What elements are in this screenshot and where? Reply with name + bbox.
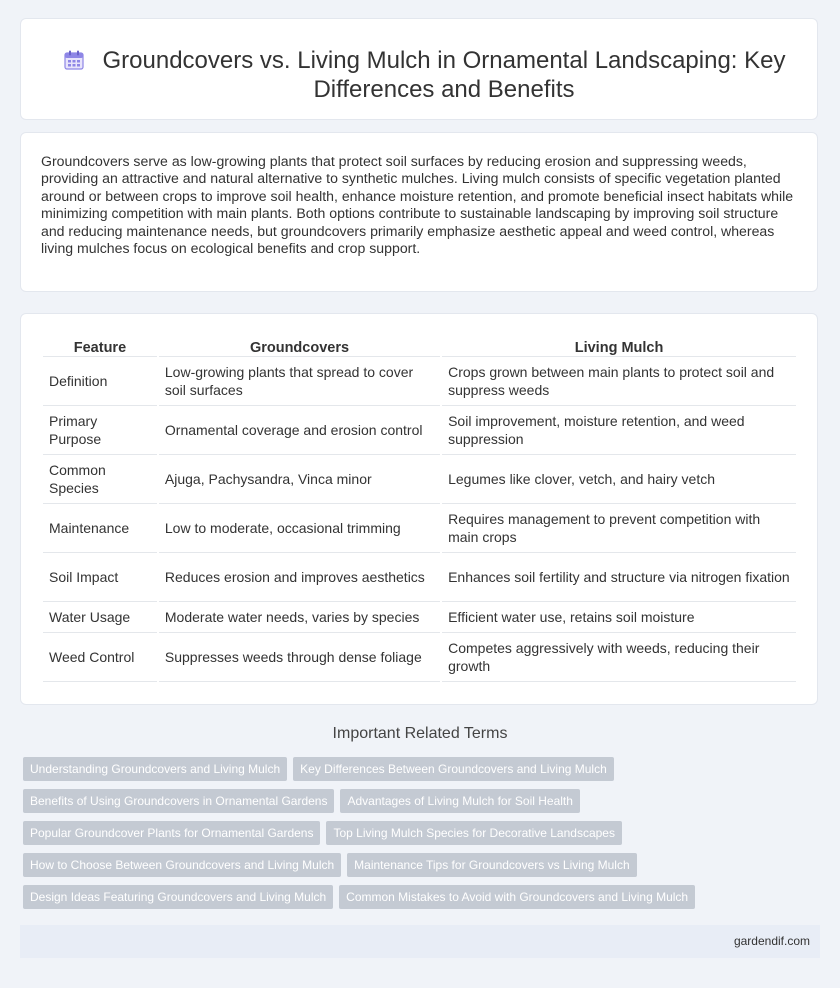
title-card	[20, 18, 818, 120]
groundcovers-cell: Ornamental coverage and erosion control	[159, 406, 440, 455]
table-row	[43, 357, 796, 406]
feature-cell: Maintenance	[43, 504, 157, 553]
feature-cell: Weed Control	[43, 633, 157, 682]
related-term-link[interactable]: Design Ideas Featuring Groundcovers and Living Mulch	[23, 885, 333, 909]
calendar-icon	[63, 49, 85, 71]
table-row	[43, 553, 796, 602]
header-living-mulch: Living Mulch	[442, 334, 796, 357]
table-row	[43, 406, 796, 455]
intro-card	[20, 132, 818, 292]
related-term-link[interactable]: Top Living Mulch Species for Decorative Landscapes	[326, 821, 621, 845]
living-mulch-cell: Requires management to prevent competition with main crops	[442, 504, 796, 553]
footer	[20, 925, 820, 958]
groundcovers-cell: Moderate water needs, varies by species	[159, 602, 440, 633]
related-term-link[interactable]: Advantages of Living Mulch for Soil Health	[340, 789, 579, 813]
header-groundcovers: Groundcovers	[159, 334, 440, 357]
related-term-link[interactable]: Maintenance Tips for Groundcovers vs Living Mulch	[347, 853, 636, 877]
header-feature: Feature	[43, 334, 157, 357]
related-term-link[interactable]: Common Mistakes to Avoid with Groundcovers and Living Mulch	[339, 885, 695, 909]
related-term-link[interactable]: Popular Groundcover Plants for Ornamental Gardens	[23, 821, 320, 845]
table-row	[43, 504, 796, 553]
living-mulch-cell: Crops grown between main plants to protect soil and suppress weeds	[442, 357, 796, 406]
table-row	[43, 455, 796, 504]
living-mulch-cell: Competes aggressively with weeds, reducing their growth	[442, 633, 796, 682]
footer-site-link[interactable]: gardendif.com	[733, 934, 810, 948]
living-mulch-cell: Efficient water use, retains soil moisture	[442, 602, 796, 633]
related-term-link[interactable]: How to Choose Between Groundcovers and Living Mulch	[23, 853, 341, 877]
groundcovers-cell: Reduces erosion and improves aesthetics	[159, 553, 440, 602]
living-mulch-cell: Legumes like clover, vetch, and hairy vetch	[442, 455, 796, 504]
living-mulch-cell: Soil improvement, moisture retention, and weed suppression	[442, 406, 796, 455]
intro-paragraph: Groundcovers serve as low-growing plants that protect soil surfaces by reducing erosion and suppressing weeds, providing an attractive and natural alternative to synthetic mulches. Living mulch consists of specific vegetation planted around or between crops to improve soil health, enhance moisture retention, and promote beneficial insect habitats while minimizing competition with main plants. Both options contribute to sustainable landscaping by improving soil structure and reducing maintenance needs, but groundcovers primarily emphasize aesthetic appeal and weed control, whereas living mulches focus on ecological benefits and crop support.	[41, 153, 794, 257]
feature-cell: Soil Impact	[43, 553, 157, 602]
feature-cell: Water Usage	[43, 602, 157, 633]
feature-cell: Common Species	[43, 455, 157, 504]
comparison-table	[41, 334, 798, 682]
feature-cell: Definition	[43, 357, 157, 406]
page-title: Groundcovers vs. Living Mulch in Ornamental Landscaping: Key Differences and Benefits	[102, 47, 786, 103]
related-terms-list	[23, 757, 723, 917]
related-terms-heading: Important Related Terms	[332, 725, 508, 742]
groundcovers-cell: Low-growing plants that spread to cover soil surfaces	[159, 357, 440, 406]
feature-cell: Primary Purpose	[43, 406, 157, 455]
groundcovers-cell: Ajuga, Pachysandra, Vinca minor	[159, 455, 440, 504]
table-header-row	[43, 334, 796, 357]
groundcovers-cell: Suppresses weeds through dense foliage	[159, 633, 440, 682]
table-row	[43, 602, 796, 633]
related-term-link[interactable]: Key Differences Between Groundcovers and Living Mulch	[293, 757, 614, 781]
living-mulch-cell: Enhances soil fertility and structure via nitrogen fixation	[442, 553, 796, 602]
related-term-link[interactable]: Understanding Groundcovers and Living Mulch	[23, 757, 287, 781]
comparison-table-card	[20, 313, 818, 705]
groundcovers-cell: Low to moderate, occasional trimming	[159, 504, 440, 553]
related-term-link[interactable]: Benefits of Using Groundcovers in Ornamental Gardens	[23, 789, 334, 813]
table-row	[43, 633, 796, 682]
